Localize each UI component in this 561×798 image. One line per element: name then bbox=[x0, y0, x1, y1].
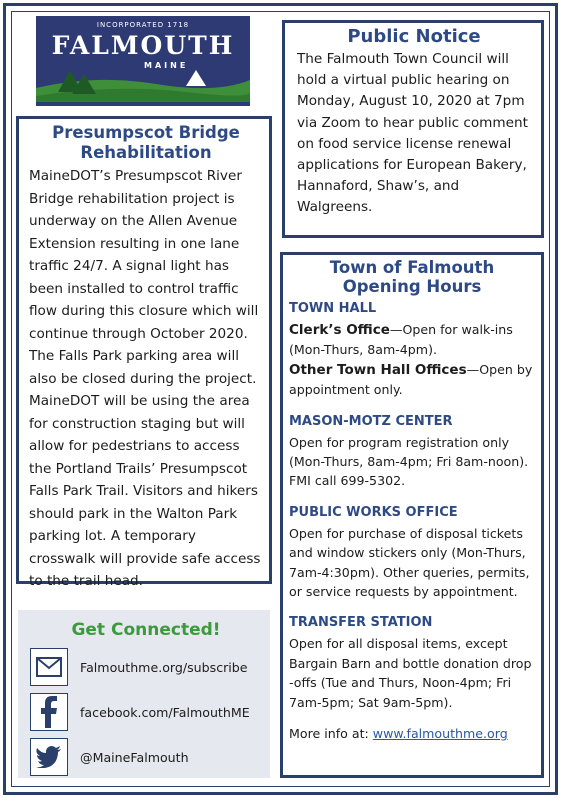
mason-motz-title: MASON-MOTZ CENTER bbox=[289, 413, 453, 429]
public-works-text: Open for purchase of disposal tickets and window stickers only (Mon-Thurs, 7am-4:30pm). Other queries, permits, or service requests by appointment. bbox=[289, 525, 530, 600]
other-offices-text: —Open by appointment only. bbox=[289, 361, 533, 398]
falmouthme-link[interactable]: www.falmouthme.org bbox=[372, 726, 508, 742]
logo-state: MAINE bbox=[144, 61, 189, 70]
other-offices-entry bbox=[289, 360, 535, 400]
twitter-text: @MaineFalmouth bbox=[80, 749, 189, 765]
mason-motz-text: Open for program registration only (Mon-Thurs, 8am-4pm; Fri 8am-noon). FMI call 699-5302. bbox=[289, 434, 529, 489]
opening-hours-title-line1: Town of Falmouth bbox=[329, 258, 495, 277]
facebook-row[interactable] bbox=[30, 691, 262, 733]
logo-incorporated: INCORPORATED 1718 bbox=[96, 21, 190, 29]
transfer-station-text: Open for all disposal items, except Bargain Barn and bottle donation drop -offs (Tue and Thurs, Noon-4pm; Fri 7am-5pm; Sat 9am-5pm). bbox=[289, 636, 532, 710]
clerk-office-label: Clerk’s Office bbox=[289, 322, 390, 338]
public-works-title: PUBLIC WORKS OFFICE bbox=[289, 504, 458, 520]
bridge-rehab-title: Presumpscot Bridge Rehabilitation bbox=[52, 123, 240, 162]
town-hall-title: TOWN HALL bbox=[289, 301, 377, 316]
get-connected-box bbox=[18, 610, 270, 778]
transfer-station-title: TRANSFER STATION bbox=[289, 615, 433, 631]
public-notice-box bbox=[282, 20, 544, 238]
facebook-icon bbox=[30, 693, 68, 731]
twitter-icon bbox=[30, 738, 68, 776]
bridge-rehab-body: MaineDOT’s Presumpscot River Bridge rehabilitation project is underway on the Allen Avenue Extension resulting in one lane traffic 24/7. A signal light has been installed to control traffic flow during this closure which will continue through October 2020. The Falls Park parking area will also be closed during the project. MaineDOT will be using the area for construction staging but will allow for pedestrians to access the Portland Trails’ Presumpscot Falls Park Trail. Visitors and hikers should park in the Walton Park parking lot. A temporary crosswalk will provide safe access to the trail head. bbox=[29, 168, 261, 589]
public-notice-title: Public Notice bbox=[347, 26, 481, 47]
mason-motz-section bbox=[289, 414, 535, 491]
facebook-text: facebook.com/FalmouthME bbox=[80, 704, 250, 720]
logo-landscape bbox=[36, 66, 250, 106]
public-works-section bbox=[289, 505, 535, 602]
town-hall-section bbox=[289, 301, 535, 400]
clerk-office-entry bbox=[289, 320, 535, 360]
logo-town-name: FALMOUTH bbox=[51, 31, 235, 60]
subscribe-row[interactable] bbox=[30, 646, 262, 688]
more-info-label: More info at: bbox=[289, 726, 369, 742]
opening-hours-title bbox=[289, 259, 535, 296]
twitter-row[interactable] bbox=[30, 736, 262, 778]
transfer-station-section bbox=[289, 615, 535, 712]
other-offices-label: Other Town Hall Offices bbox=[289, 361, 467, 378]
subscribe-text: Falmouthme.org/subscribe bbox=[80, 659, 248, 675]
more-info-line bbox=[289, 726, 535, 741]
bridge-rehab-box bbox=[16, 116, 272, 589]
opening-hours-title-line2: Opening Hours bbox=[342, 276, 482, 296]
get-connected-title: Get Connected! bbox=[71, 620, 221, 640]
clerk-office-text: —Open for walk-ins (Mon-Thurs, 8am-4pm). bbox=[289, 322, 513, 358]
public-notice-body: The Falmouth Town Council will hold a virtual public hearing on Monday, August 10, 2020 at 7pm via Zoom to hear public comment on food service license renewal applications for European Bakery, Hannaford, Shaw’s, and Walgreens. bbox=[297, 51, 528, 216]
opening-hours-box bbox=[280, 252, 544, 778]
falmouth-logo bbox=[36, 16, 250, 106]
envelope-icon bbox=[30, 648, 68, 686]
